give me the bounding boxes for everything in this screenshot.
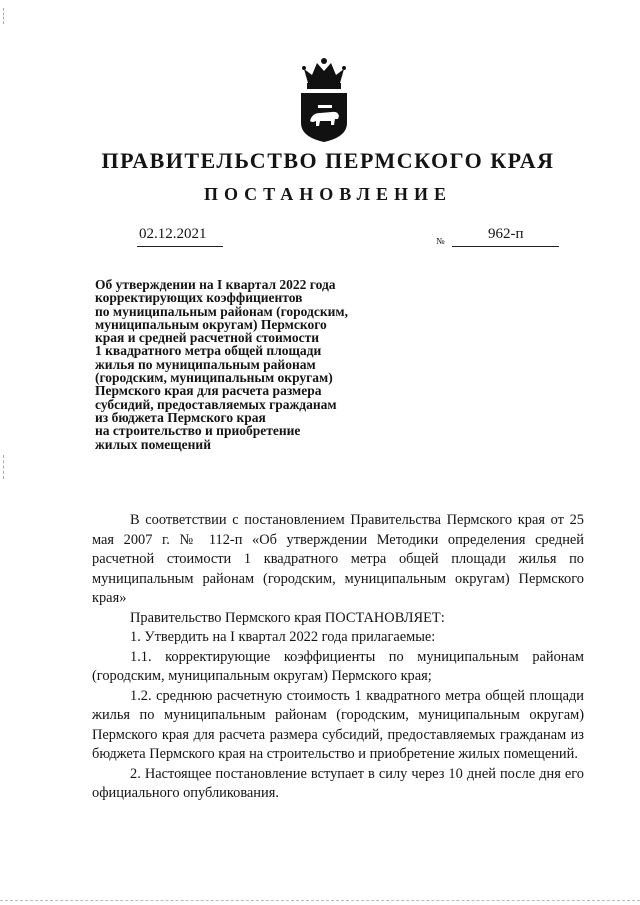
subject-line: корректирующих коэффициентов [95, 290, 303, 306]
subject-line: на строительство и приобретение [95, 423, 301, 439]
subject-line: из бюджета Пермского края [95, 409, 266, 425]
number-label: № [436, 236, 445, 246]
preamble-paragraph: В соответствии с постановлением Правительства Пермского края от 25 мая 2007 г. № 112-п «Об утверждении Методики определения средней расчетной стоимости 1 квадратного метра общей площади жилья по муниципальным районам (городским, муниципальным округам) Пермского края» [92, 512, 584, 606]
document-type: ПОСТАНОВЛЕНИЕ [203, 184, 453, 204]
clause-2: 2. Настоящее постановление вступает в силу через 10 дней после дня его официального опубликования. [92, 765, 584, 801]
resolution-paragraph: Правительство Пермского края ПОСТАНОВЛЯЕТ: [130, 609, 445, 626]
clause-1: 1. Утвердить на I квартал 2022 года прилагаемые: [130, 629, 436, 645]
clause-1-1: 1.1. корректирующие коэффициенты по муниципальным районам (городским, муниципальным округам) Пермского края; [92, 648, 584, 684]
subject-line: субсидий, предоставляемых гражданам [95, 396, 337, 412]
subject-line: муниципальным округам) Пермского [95, 316, 327, 332]
subject-line: по муниципальным районам (городским, [95, 303, 348, 319]
scan-edge-mark [3, 8, 4, 24]
scan-bottom-edge [0, 900, 640, 901]
subject-line: Пермского края для расчета размера [95, 383, 322, 399]
clause-1-2: 1.2. среднюю расчетную стоимость 1 квадратного метра общей площади жилья по муниципальным районам (городским, муниципальным округам) Пермского края для расчета размера субсидий, предоставляемых гражданам из бюджета Пермского края на строительство и приобретение жилых помещений. [92, 687, 584, 762]
coat-of-arms-icon [298, 55, 350, 143]
subject-line: (городским, муниципальным округам) [95, 370, 333, 386]
document-body [92, 511, 584, 804]
subject-line: 1 квадратного метра общей площади [95, 343, 322, 359]
subject-line: жилья по муниципальным районам [95, 356, 316, 372]
document-subject [95, 278, 395, 451]
subject-line: края и средней расчетной стоимости [95, 330, 319, 346]
document-date: 02.12.2021 [139, 226, 207, 242]
number-underline [452, 246, 559, 247]
subject-line: жилых помещений [95, 436, 211, 452]
document-number: 962-п [488, 226, 524, 242]
scan-edge-mark [3, 455, 4, 479]
subject-line: Об утверждении на I квартал 2022 года [95, 277, 336, 292]
date-underline [137, 246, 223, 247]
organization-title: ПРАВИТЕЛЬСТВО ПЕРМСКОГО КРАЯ [101, 148, 555, 173]
